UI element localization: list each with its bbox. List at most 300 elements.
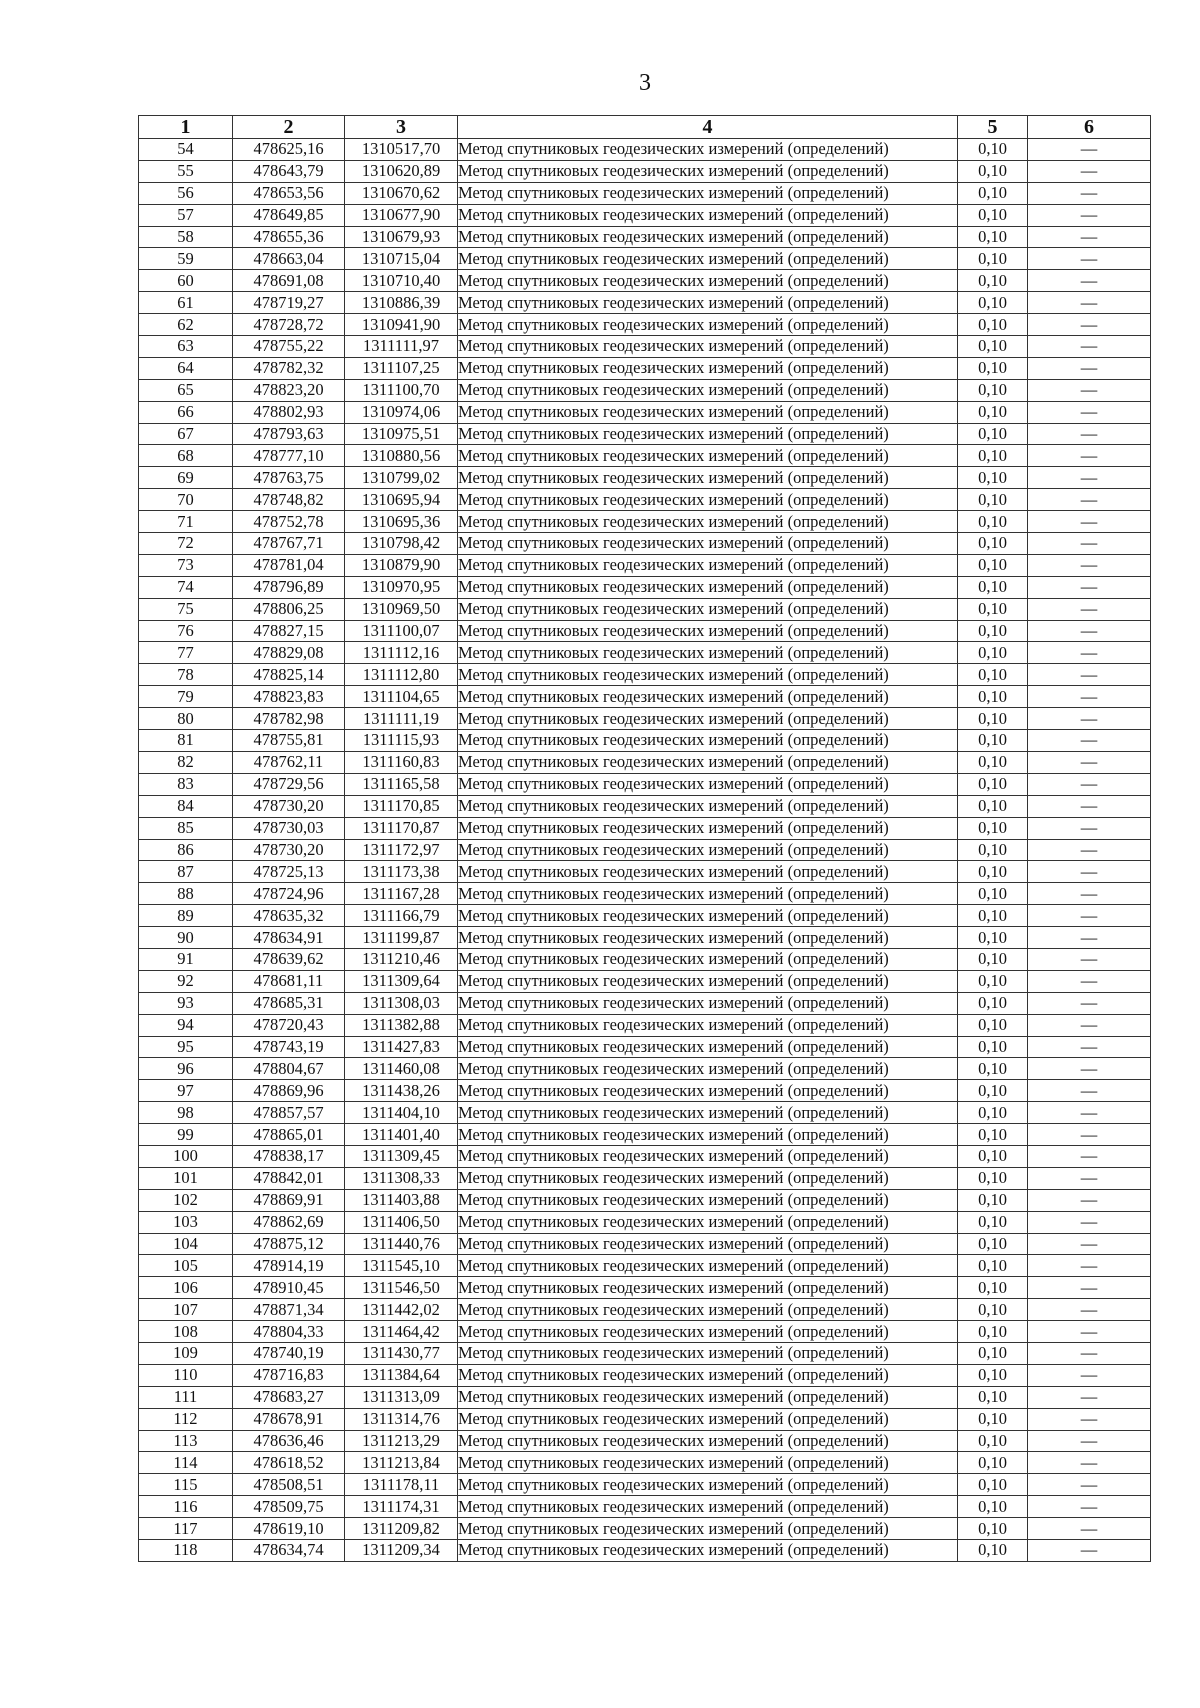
note-cell: — <box>1028 927 1151 949</box>
table-row <box>139 795 1151 817</box>
point-number-cell: 85 <box>139 817 233 839</box>
accuracy-cell: 0,10 <box>958 445 1028 467</box>
method-cell: Метод спутниковых геодезических измерений (определений) <box>458 1102 958 1124</box>
x-coordinate-cell: 478509,75 <box>233 1496 345 1518</box>
header-col-6: 6 <box>1028 116 1151 139</box>
method-cell: Метод спутниковых геодезических измерений (определений) <box>458 1321 958 1343</box>
x-coordinate-cell: 478743,19 <box>233 1036 345 1058</box>
note-cell: — <box>1028 1167 1151 1189</box>
accuracy-cell: 0,10 <box>958 642 1028 664</box>
y-coordinate-cell: 1311210,46 <box>345 948 458 970</box>
accuracy-cell: 0,10 <box>958 861 1028 883</box>
point-number-cell: 109 <box>139 1342 233 1364</box>
y-coordinate-cell: 1310620,89 <box>345 160 458 182</box>
note-cell: — <box>1028 664 1151 686</box>
method-cell: Метод спутниковых геодезических измерений (определений) <box>458 226 958 248</box>
point-number-cell: 98 <box>139 1102 233 1124</box>
accuracy-cell: 0,10 <box>958 927 1028 949</box>
method-cell: Метод спутниковых геодезических измерений (определений) <box>458 1342 958 1364</box>
method-cell: Метод спутниковых геодезических измерений (определений) <box>458 270 958 292</box>
note-cell: — <box>1028 795 1151 817</box>
note-cell: — <box>1028 1058 1151 1080</box>
accuracy-cell: 0,10 <box>958 1189 1028 1211</box>
y-coordinate-cell: 1310880,56 <box>345 445 458 467</box>
note-cell: — <box>1028 226 1151 248</box>
table-row <box>139 730 1151 752</box>
y-coordinate-cell: 1311460,08 <box>345 1058 458 1080</box>
y-coordinate-cell: 1311213,29 <box>345 1430 458 1452</box>
table-row <box>139 773 1151 795</box>
y-coordinate-cell: 1310974,06 <box>345 401 458 423</box>
table-row <box>139 204 1151 226</box>
x-coordinate-cell: 478730,20 <box>233 795 345 817</box>
note-cell: — <box>1028 1408 1151 1430</box>
accuracy-cell: 0,10 <box>958 1408 1028 1430</box>
y-coordinate-cell: 1311170,87 <box>345 817 458 839</box>
accuracy-cell: 0,10 <box>958 139 1028 161</box>
table-row <box>139 270 1151 292</box>
point-number-cell: 108 <box>139 1321 233 1343</box>
x-coordinate-cell: 478719,27 <box>233 292 345 314</box>
method-cell: Метод спутниковых геодезических измерений (определений) <box>458 1124 958 1146</box>
y-coordinate-cell: 1310886,39 <box>345 292 458 314</box>
note-cell: — <box>1028 1255 1151 1277</box>
y-coordinate-cell: 1311111,97 <box>345 336 458 358</box>
y-coordinate-cell: 1311427,83 <box>345 1036 458 1058</box>
y-coordinate-cell: 1311314,76 <box>345 1408 458 1430</box>
point-number-cell: 106 <box>139 1277 233 1299</box>
method-cell: Метод спутниковых геодезических измерений (определений) <box>458 664 958 686</box>
point-number-cell: 77 <box>139 642 233 664</box>
table-row <box>139 1211 1151 1233</box>
point-number-cell: 68 <box>139 445 233 467</box>
method-cell: Метод спутниковых геодезических измерений (определений) <box>458 1211 958 1233</box>
method-cell: Метод спутниковых геодезических измерений (определений) <box>458 927 958 949</box>
method-cell: Метод спутниковых геодезических измерений (определений) <box>458 576 958 598</box>
x-coordinate-cell: 478716,83 <box>233 1364 345 1386</box>
table-row <box>139 686 1151 708</box>
accuracy-cell: 0,10 <box>958 751 1028 773</box>
method-cell: Метод спутниковых геодезических измерений (определений) <box>458 686 958 708</box>
x-coordinate-cell: 478724,96 <box>233 883 345 905</box>
y-coordinate-cell: 1311111,19 <box>345 708 458 730</box>
note-cell: — <box>1028 248 1151 270</box>
table-row <box>139 226 1151 248</box>
table-row <box>139 970 1151 992</box>
method-cell: Метод спутниковых геодезических измерений (определений) <box>458 708 958 730</box>
note-cell: — <box>1028 817 1151 839</box>
accuracy-cell: 0,10 <box>958 1167 1028 1189</box>
method-cell: Метод спутниковых геодезических измерений (определений) <box>458 1080 958 1102</box>
note-cell: — <box>1028 1124 1151 1146</box>
accuracy-cell: 0,10 <box>958 357 1028 379</box>
note-cell: — <box>1028 1386 1151 1408</box>
y-coordinate-cell: 1310970,95 <box>345 576 458 598</box>
y-coordinate-cell: 1311464,42 <box>345 1321 458 1343</box>
table-row <box>139 379 1151 401</box>
x-coordinate-cell: 478663,04 <box>233 248 345 270</box>
note-cell: — <box>1028 773 1151 795</box>
method-cell: Метод спутниковых геодезических измерений (определений) <box>458 642 958 664</box>
method-cell: Метод спутниковых геодезических измерений (определений) <box>458 533 958 555</box>
note-cell: — <box>1028 1189 1151 1211</box>
table-row <box>139 1233 1151 1255</box>
y-coordinate-cell: 1311170,85 <box>345 795 458 817</box>
point-number-cell: 113 <box>139 1430 233 1452</box>
note-cell: — <box>1028 1211 1151 1233</box>
x-coordinate-cell: 478823,83 <box>233 686 345 708</box>
table-row <box>139 423 1151 445</box>
x-coordinate-cell: 478869,91 <box>233 1189 345 1211</box>
method-cell: Метод спутниковых геодезических измерений (определений) <box>458 1036 958 1058</box>
method-cell: Метод спутниковых геодезических измерений (определений) <box>458 1233 958 1255</box>
accuracy-cell: 0,10 <box>958 423 1028 445</box>
table-row <box>139 1058 1151 1080</box>
table-row <box>139 1321 1151 1343</box>
table-row <box>139 576 1151 598</box>
table-row <box>139 1014 1151 1036</box>
method-cell: Метод спутниковых геодезических измерений (определений) <box>458 620 958 642</box>
y-coordinate-cell: 1311309,45 <box>345 1145 458 1167</box>
table-row <box>139 314 1151 336</box>
method-cell: Метод спутниковых геодезических измерений (определений) <box>458 336 958 358</box>
y-coordinate-cell: 1311313,09 <box>345 1386 458 1408</box>
accuracy-cell: 0,10 <box>958 598 1028 620</box>
accuracy-cell: 0,10 <box>958 620 1028 642</box>
note-cell: — <box>1028 883 1151 905</box>
method-cell: Метод спутниковых геодезических измерений (определений) <box>458 1167 958 1189</box>
x-coordinate-cell: 478910,45 <box>233 1277 345 1299</box>
x-coordinate-cell: 478763,75 <box>233 467 345 489</box>
y-coordinate-cell: 1310799,02 <box>345 467 458 489</box>
point-number-cell: 116 <box>139 1496 233 1518</box>
method-cell: Метод спутниковых геодезических измерений (определений) <box>458 1518 958 1540</box>
point-number-cell: 58 <box>139 226 233 248</box>
note-cell: — <box>1028 533 1151 555</box>
x-coordinate-cell: 478720,43 <box>233 1014 345 1036</box>
point-number-cell: 114 <box>139 1452 233 1474</box>
y-coordinate-cell: 1311167,28 <box>345 883 458 905</box>
accuracy-cell: 0,10 <box>958 1036 1028 1058</box>
note-cell: — <box>1028 554 1151 576</box>
table-row <box>139 883 1151 905</box>
x-coordinate-cell: 478762,11 <box>233 751 345 773</box>
y-coordinate-cell: 1311546,50 <box>345 1277 458 1299</box>
point-number-cell: 65 <box>139 379 233 401</box>
point-number-cell: 96 <box>139 1058 233 1080</box>
method-cell: Метод спутниковых геодезических измерений (определений) <box>458 160 958 182</box>
x-coordinate-cell: 478802,93 <box>233 401 345 423</box>
y-coordinate-cell: 1310710,40 <box>345 270 458 292</box>
method-cell: Метод спутниковых геодезических измерений (определений) <box>458 970 958 992</box>
point-number-cell: 101 <box>139 1167 233 1189</box>
header-col-4: 4 <box>458 116 958 139</box>
note-cell: — <box>1028 401 1151 423</box>
accuracy-cell: 0,10 <box>958 1014 1028 1036</box>
method-cell: Метод спутниковых геодезических измерений (определений) <box>458 839 958 861</box>
note-cell: — <box>1028 204 1151 226</box>
point-number-cell: 80 <box>139 708 233 730</box>
x-coordinate-cell: 478914,19 <box>233 1255 345 1277</box>
table-row <box>139 1145 1151 1167</box>
accuracy-cell: 0,10 <box>958 839 1028 861</box>
note-cell: — <box>1028 1299 1151 1321</box>
x-coordinate-cell: 478793,63 <box>233 423 345 445</box>
accuracy-cell: 0,10 <box>958 1299 1028 1321</box>
x-coordinate-cell: 478748,82 <box>233 489 345 511</box>
method-cell: Метод спутниковых геодезических измерений (определений) <box>458 1386 958 1408</box>
accuracy-cell: 0,10 <box>958 1474 1028 1496</box>
point-number-cell: 110 <box>139 1364 233 1386</box>
method-cell: Метод спутниковых геодезических измерений (определений) <box>458 248 958 270</box>
accuracy-cell: 0,10 <box>958 948 1028 970</box>
x-coordinate-cell: 478865,01 <box>233 1124 345 1146</box>
method-cell: Метод спутниковых геодезических измерений (определений) <box>458 1255 958 1277</box>
x-coordinate-cell: 478639,62 <box>233 948 345 970</box>
method-cell: Метод спутниковых геодезических измерений (определений) <box>458 1474 958 1496</box>
method-cell: Метод спутниковых геодезических измерений (определений) <box>458 467 958 489</box>
note-cell: — <box>1028 445 1151 467</box>
accuracy-cell: 0,10 <box>958 686 1028 708</box>
point-number-cell: 67 <box>139 423 233 445</box>
point-number-cell: 90 <box>139 927 233 949</box>
accuracy-cell: 0,10 <box>958 970 1028 992</box>
accuracy-cell: 0,10 <box>958 336 1028 358</box>
table-row <box>139 751 1151 773</box>
x-coordinate-cell: 478825,14 <box>233 664 345 686</box>
accuracy-cell: 0,10 <box>958 1452 1028 1474</box>
table-row <box>139 1189 1151 1211</box>
method-cell: Метод спутниковых геодезических измерений (определений) <box>458 314 958 336</box>
note-cell: — <box>1028 839 1151 861</box>
x-coordinate-cell: 478634,74 <box>233 1540 345 1562</box>
note-cell: — <box>1028 423 1151 445</box>
y-coordinate-cell: 1311545,10 <box>345 1255 458 1277</box>
note-cell: — <box>1028 1496 1151 1518</box>
note-cell: — <box>1028 576 1151 598</box>
point-number-cell: 97 <box>139 1080 233 1102</box>
table-row <box>139 598 1151 620</box>
accuracy-cell: 0,10 <box>958 270 1028 292</box>
y-coordinate-cell: 1311403,88 <box>345 1189 458 1211</box>
accuracy-cell: 0,10 <box>958 795 1028 817</box>
point-number-cell: 61 <box>139 292 233 314</box>
x-coordinate-cell: 478685,31 <box>233 992 345 1014</box>
y-coordinate-cell: 1311100,70 <box>345 379 458 401</box>
coordinates-table <box>138 115 1151 1562</box>
method-cell: Метод спутниковых геодезических измерений (определений) <box>458 357 958 379</box>
method-cell: Метод спутниковых геодезических измерений (определений) <box>458 1540 958 1562</box>
table-row <box>139 1080 1151 1102</box>
table-row <box>139 1452 1151 1474</box>
accuracy-cell: 0,10 <box>958 314 1028 336</box>
note-cell: — <box>1028 1342 1151 1364</box>
x-coordinate-cell: 478755,81 <box>233 730 345 752</box>
x-coordinate-cell: 478508,51 <box>233 1474 345 1496</box>
x-coordinate-cell: 478796,89 <box>233 576 345 598</box>
note-cell: — <box>1028 292 1151 314</box>
method-cell: Метод спутниковых геодезических измерений (определений) <box>458 204 958 226</box>
y-coordinate-cell: 1311406,50 <box>345 1211 458 1233</box>
note-cell: — <box>1028 1540 1151 1562</box>
point-number-cell: 54 <box>139 139 233 161</box>
x-coordinate-cell: 478730,03 <box>233 817 345 839</box>
y-coordinate-cell: 1311112,16 <box>345 642 458 664</box>
accuracy-cell: 0,10 <box>958 533 1028 555</box>
note-cell: — <box>1028 1080 1151 1102</box>
y-coordinate-cell: 1311308,33 <box>345 1167 458 1189</box>
note-cell: — <box>1028 642 1151 664</box>
table-row <box>139 664 1151 686</box>
point-number-cell: 70 <box>139 489 233 511</box>
point-number-cell: 104 <box>139 1233 233 1255</box>
x-coordinate-cell: 478730,20 <box>233 839 345 861</box>
x-coordinate-cell: 478767,71 <box>233 533 345 555</box>
method-cell: Метод спутниковых геодезических измерений (определений) <box>458 554 958 576</box>
point-number-cell: 60 <box>139 270 233 292</box>
note-cell: — <box>1028 620 1151 642</box>
point-number-cell: 84 <box>139 795 233 817</box>
note-cell: — <box>1028 314 1151 336</box>
x-coordinate-cell: 478618,52 <box>233 1452 345 1474</box>
accuracy-cell: 0,10 <box>958 992 1028 1014</box>
point-number-cell: 86 <box>139 839 233 861</box>
point-number-cell: 102 <box>139 1189 233 1211</box>
table-row <box>139 511 1151 533</box>
note-cell: — <box>1028 1014 1151 1036</box>
method-cell: Метод спутниковых геодезических измерений (определений) <box>458 401 958 423</box>
y-coordinate-cell: 1311440,76 <box>345 1233 458 1255</box>
x-coordinate-cell: 478681,11 <box>233 970 345 992</box>
point-number-cell: 76 <box>139 620 233 642</box>
y-coordinate-cell: 1310969,50 <box>345 598 458 620</box>
table-row <box>139 357 1151 379</box>
note-cell: — <box>1028 1364 1151 1386</box>
x-coordinate-cell: 478655,36 <box>233 226 345 248</box>
note-cell: — <box>1028 1145 1151 1167</box>
x-coordinate-cell: 478804,33 <box>233 1321 345 1343</box>
table-row <box>139 533 1151 555</box>
table-row <box>139 1430 1151 1452</box>
table-row <box>139 948 1151 970</box>
y-coordinate-cell: 1310715,04 <box>345 248 458 270</box>
accuracy-cell: 0,10 <box>958 1211 1028 1233</box>
y-coordinate-cell: 1311160,83 <box>345 751 458 773</box>
method-cell: Метод спутниковых геодезических измерений (определений) <box>458 489 958 511</box>
note-cell: — <box>1028 1518 1151 1540</box>
table-row <box>139 1299 1151 1321</box>
method-cell: Метод спутниковых геодезических измерений (определений) <box>458 861 958 883</box>
y-coordinate-cell: 1310677,90 <box>345 204 458 226</box>
method-cell: Метод спутниковых геодезических измерений (определений) <box>458 905 958 927</box>
note-cell: — <box>1028 1102 1151 1124</box>
y-coordinate-cell: 1311438,26 <box>345 1080 458 1102</box>
point-number-cell: 78 <box>139 664 233 686</box>
accuracy-cell: 0,10 <box>958 1430 1028 1452</box>
table-row <box>139 489 1151 511</box>
table-header-row <box>139 116 1151 139</box>
table-row <box>139 1474 1151 1496</box>
y-coordinate-cell: 1311199,87 <box>345 927 458 949</box>
point-number-cell: 69 <box>139 467 233 489</box>
accuracy-cell: 0,10 <box>958 248 1028 270</box>
table-row <box>139 401 1151 423</box>
method-cell: Метод спутниковых геодезических измерений (определений) <box>458 751 958 773</box>
note-cell: — <box>1028 467 1151 489</box>
y-coordinate-cell: 1311174,31 <box>345 1496 458 1518</box>
method-cell: Метод спутниковых геодезических измерений (определений) <box>458 292 958 314</box>
y-coordinate-cell: 1311112,80 <box>345 664 458 686</box>
point-number-cell: 66 <box>139 401 233 423</box>
note-cell: — <box>1028 1452 1151 1474</box>
point-number-cell: 72 <box>139 533 233 555</box>
method-cell: Метод спутниковых геодезических измерений (определений) <box>458 598 958 620</box>
table-row <box>139 1386 1151 1408</box>
y-coordinate-cell: 1311382,88 <box>345 1014 458 1036</box>
y-coordinate-cell: 1310695,94 <box>345 489 458 511</box>
point-number-cell: 112 <box>139 1408 233 1430</box>
note-cell: — <box>1028 861 1151 883</box>
x-coordinate-cell: 478683,27 <box>233 1386 345 1408</box>
point-number-cell: 83 <box>139 773 233 795</box>
x-coordinate-cell: 478842,01 <box>233 1167 345 1189</box>
accuracy-cell: 0,10 <box>958 379 1028 401</box>
x-coordinate-cell: 478871,34 <box>233 1299 345 1321</box>
y-coordinate-cell: 1311384,64 <box>345 1364 458 1386</box>
point-number-cell: 71 <box>139 511 233 533</box>
point-number-cell: 118 <box>139 1540 233 1562</box>
accuracy-cell: 0,10 <box>958 226 1028 248</box>
x-coordinate-cell: 478752,78 <box>233 511 345 533</box>
point-number-cell: 99 <box>139 1124 233 1146</box>
accuracy-cell: 0,10 <box>958 401 1028 423</box>
y-coordinate-cell: 1311165,58 <box>345 773 458 795</box>
x-coordinate-cell: 478875,12 <box>233 1233 345 1255</box>
accuracy-cell: 0,10 <box>958 1518 1028 1540</box>
point-number-cell: 89 <box>139 905 233 927</box>
method-cell: Метод спутниковых геодезических измерений (определений) <box>458 379 958 401</box>
note-cell: — <box>1028 1233 1151 1255</box>
accuracy-cell: 0,10 <box>958 1342 1028 1364</box>
note-cell: — <box>1028 970 1151 992</box>
table-row <box>139 292 1151 314</box>
point-number-cell: 93 <box>139 992 233 1014</box>
y-coordinate-cell: 1311430,77 <box>345 1342 458 1364</box>
point-number-cell: 74 <box>139 576 233 598</box>
method-cell: Метод спутниковых геодезических измерений (определений) <box>458 1145 958 1167</box>
note-cell: — <box>1028 160 1151 182</box>
y-coordinate-cell: 1311172,97 <box>345 839 458 861</box>
point-number-cell: 56 <box>139 182 233 204</box>
method-cell: Метод спутниковых геодезических измерений (определений) <box>458 773 958 795</box>
table-row <box>139 817 1151 839</box>
point-number-cell: 79 <box>139 686 233 708</box>
table-row <box>139 1408 1151 1430</box>
table-row <box>139 445 1151 467</box>
note-cell: — <box>1028 686 1151 708</box>
point-number-cell: 75 <box>139 598 233 620</box>
note-cell: — <box>1028 598 1151 620</box>
accuracy-cell: 0,10 <box>958 489 1028 511</box>
point-number-cell: 92 <box>139 970 233 992</box>
table-row <box>139 1255 1151 1277</box>
x-coordinate-cell: 478678,91 <box>233 1408 345 1430</box>
y-coordinate-cell: 1311209,82 <box>345 1518 458 1540</box>
y-coordinate-cell: 1311100,07 <box>345 620 458 642</box>
accuracy-cell: 0,10 <box>958 905 1028 927</box>
accuracy-cell: 0,10 <box>958 1540 1028 1562</box>
point-number-cell: 94 <box>139 1014 233 1036</box>
